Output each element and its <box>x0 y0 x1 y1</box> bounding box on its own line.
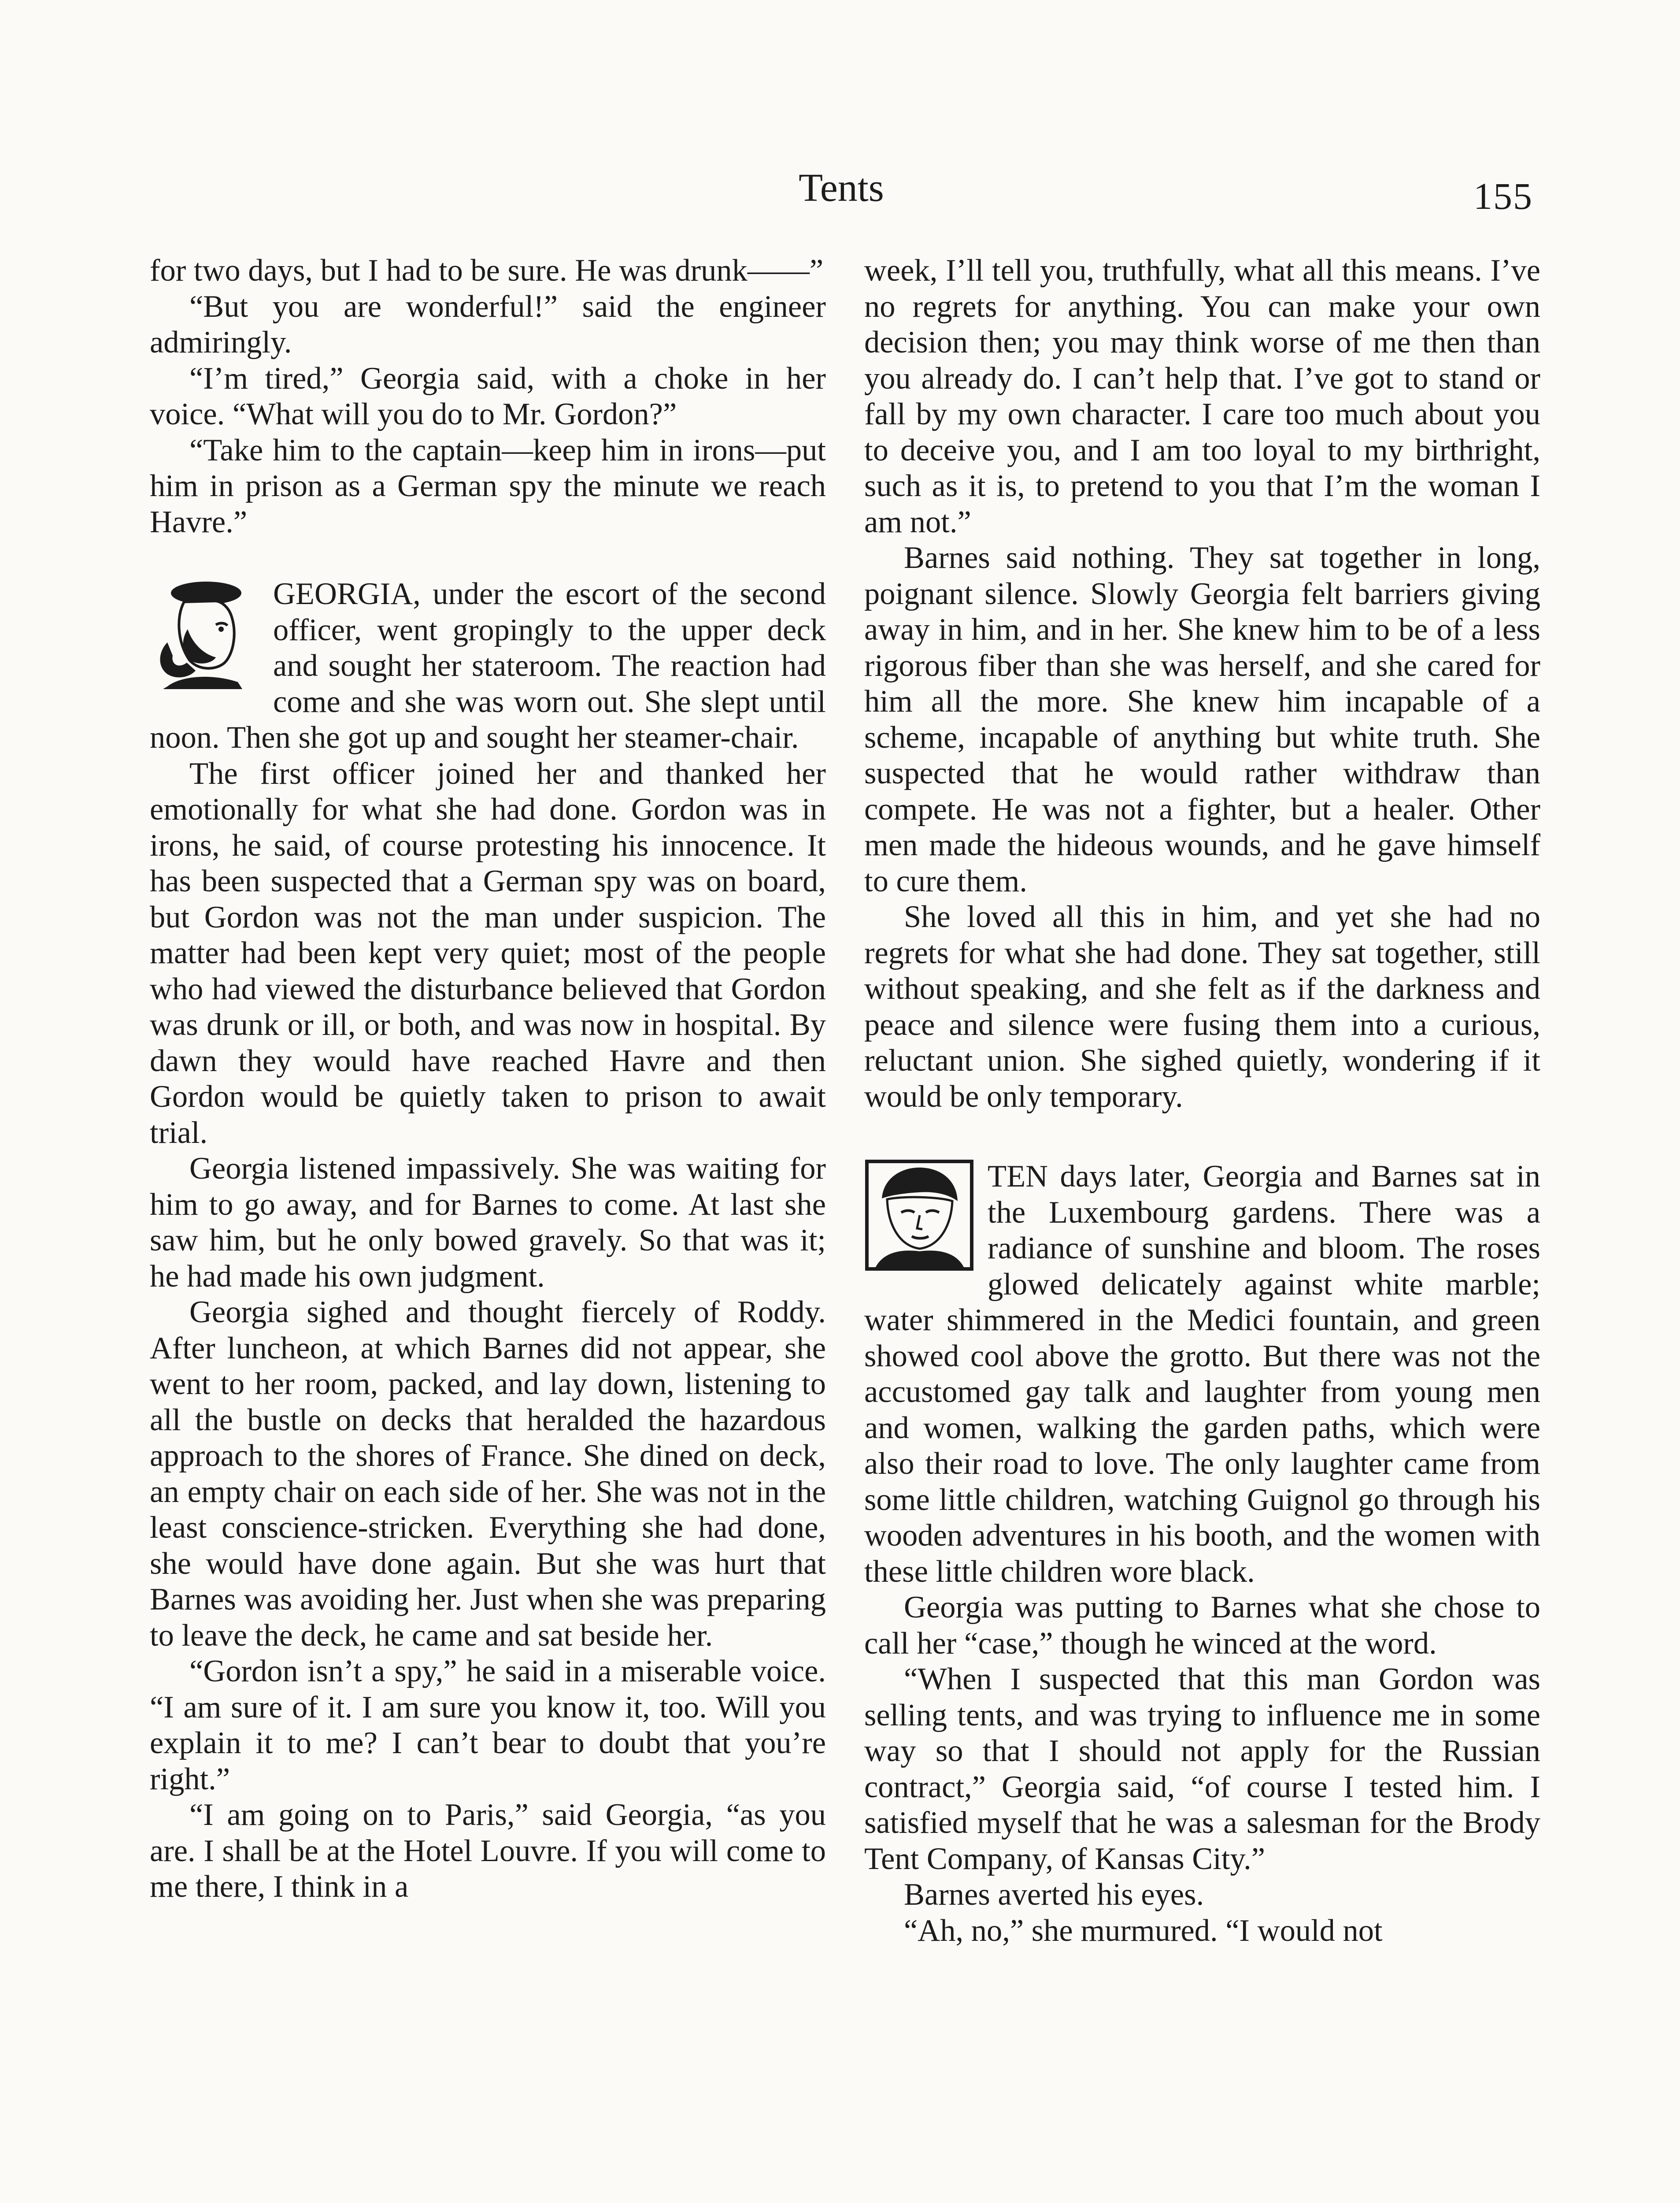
right-column <box>864 253 1540 1949</box>
paragraph: The first officer joined her and thanked her emotionally for what she had done. Gordon was in irons, he said, of course protesting his innocence. It has been suspected that a German spy was on board, but Gordon was not the man under suspicion. The matter had been kept very quiet; most of the people who had viewed the disturbance believed that Gordon was drunk or ill, or both, and was now in hospital. By dawn they would have reached Havre and then Gordon would be quietly taken to prison to await trial. <box>150 756 826 1150</box>
paragraph: “Take him to the captain—keep him in irons—put him in prison as a German spy the minute we reach Havre.” <box>150 433 826 539</box>
paragraph: “I am going on to Paris,” said Georgia, “as you are. I shall be at the Hotel Louvre. If you will come to me there, I think in a <box>150 1798 826 1904</box>
paragraph: She loved all this in him, and yet she had no regrets for what she had done. They sat together, still without speaking, and she felt as if the darkness and peace and silence were fusing them into a curious, reluctant union. She sighed quietly, wondering if it would be only temporary. <box>864 900 1540 1114</box>
left-column <box>150 253 826 1905</box>
paragraph: “Gordon isn’t a spy,” he said in a miserable voice. “I am sure of it. I am sure you know it, too. Will you explain it to me? I can’t bear to doubt that you’re right.” <box>150 1654 826 1796</box>
section-opening-paragraph: GEORGIA, under the escort of the second officer, went gropingly to the upper deck and sought her stateroom. The reaction had come and she was worn out. She slept until noon. Then she got up and sought her steamer-chair. <box>150 577 826 755</box>
paragraph: “Ah, no,” she murmured. “I would not <box>904 1913 1383 1948</box>
section-opening-paragraph: TEN days later, Georgia and Barnes sat in the Luxembourg gardens. There was a radiance of sunshine and bloom. The roses glowed delicately against white marble; water shimmered in the Medici fountain, and green showed cool above the grotto. But there was not the accustomed gay talk and laughter from young men and women, walking the garden paths, which were also their road to love. The only laughter came from some little children, watching Guignol go through his wooden adventures in his booth, and the women with these little children wore black. <box>864 1159 1540 1589</box>
paragraph: “I’m tired,” Georgia said, with a choke in her voice. “What will you do to Mr. Gordon?” <box>150 361 826 431</box>
paragraph: Georgia was putting to Barnes what she chose to call her “case,” though he winced at the word. <box>864 1590 1540 1661</box>
paragraph: “But you are wonderful!” said the engineer admiringly. <box>150 289 826 360</box>
paragraph: Georgia sighed and thought fiercely of Roddy. After luncheon, at which Barnes did not appear, she went to her room, packed, and lay down, listening to all the bustle on decks that heralded the hazardous approach to the shores of France. She dined on deck, an empty chair on each side of her. She was not in the least conscience-stricken. Everything she had done, she would have done again. But she was hurt that Barnes was avoiding her. Just when she was preparing to leave the deck, he came and sat beside her. <box>150 1295 826 1653</box>
paragraph: week, I’ll tell you, truthfully, what all this means. I’ve no regrets for anything. You can make your own decision then; you may think worse of me then than you already do. I can’t help that. I’ve got to stand or fall by my own character. I care too much about you to deceive you, and I am too loyal to my birthright, such as it is, to pretend to you that I’m the woman I am not.” <box>864 253 1540 539</box>
paragraph: Georgia listened impassively. She was waiting for him to go away, and for Barnes to come. At last she saw him, but he only bowed gravely. So that was it; he had made his own judgment. <box>150 1151 826 1294</box>
woman-portrait-icon <box>864 1159 974 1272</box>
running-head-title: Tents <box>799 166 884 210</box>
page-number: 155 <box>1473 175 1533 217</box>
paragraph: Barnes said nothing. They sat together in long, poignant silence. Slowly Georgia felt barriers giving away in him, and in her. She knew him to be of a less rigorous fiber than she was herself, and she cared for him all the more. She knew him incapable of a scheme, incapable of anything but white truth. She suspected that he would rather withdraw than compete. He was not a fighter, but a healer. Other men made the hideous wounds, and he gave himself to cure them. <box>864 541 1540 898</box>
paragraph: Barnes averted his eyes. <box>904 1877 1204 1912</box>
sailor-portrait-icon <box>150 576 260 689</box>
paragraph: “When I suspected that this man Gordon was selling tents, and was trying to influence me in some way so that I should not apply for the Russian contract,” Georgia said, “of course I tested him. I satisfied myself that he was a salesman for the Brody Tent Company, of Kansas City.” <box>864 1662 1540 1876</box>
paragraph: for two days, but I had to be sure. He was drunk——” <box>150 253 824 288</box>
